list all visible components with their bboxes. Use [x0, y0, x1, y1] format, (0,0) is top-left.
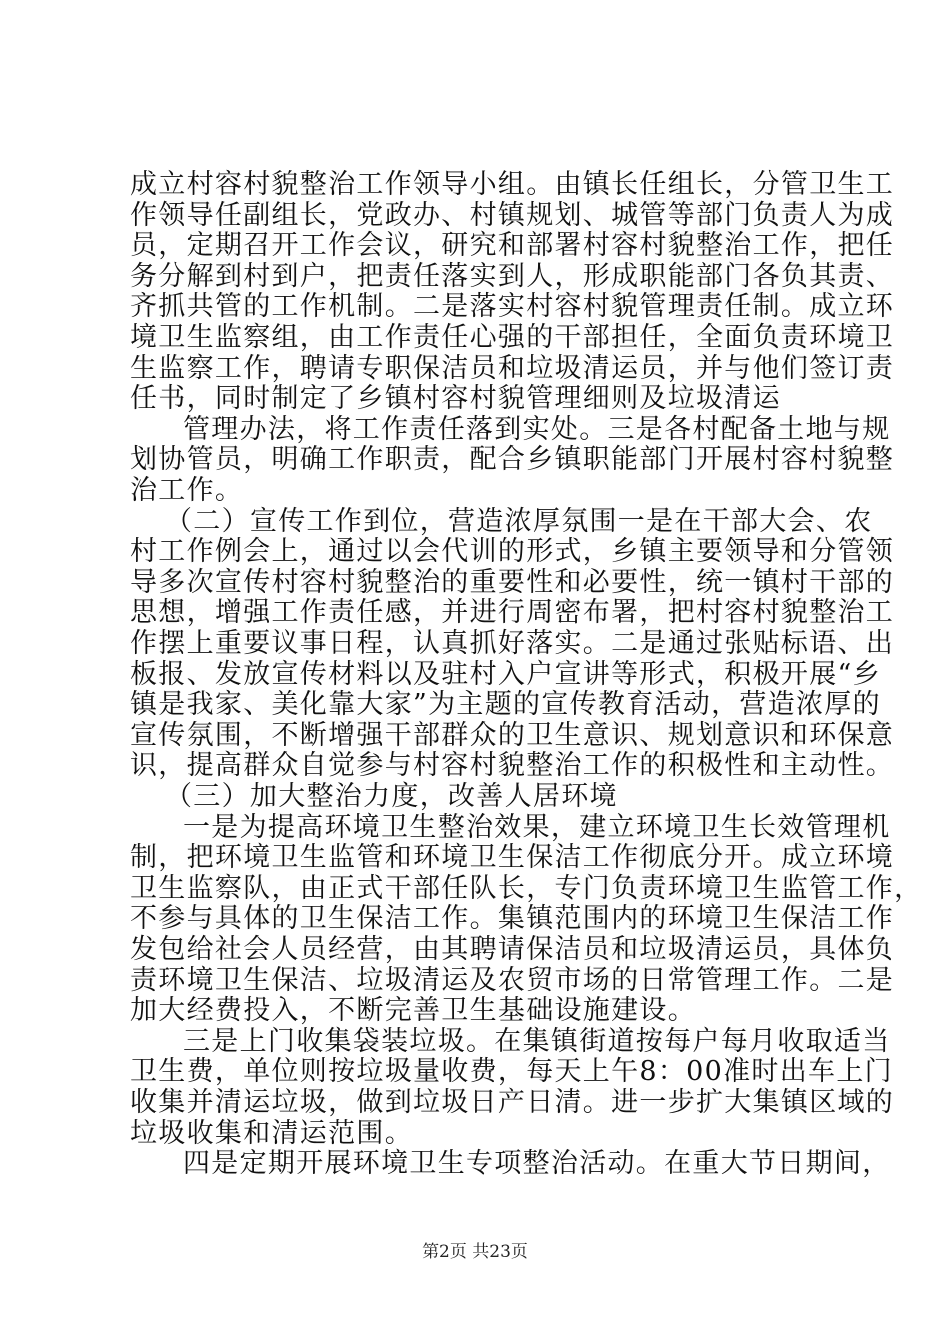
body-line: 镇是我家、美化靠大家”为主题的宣传教育活动，营造浓厚的 — [130, 689, 881, 720]
body-line: 加大经费投入，不断完善卫生基础设施建设。 — [130, 995, 696, 1026]
body-line: 收集并清运垃圾，做到垃圾日产日清。进一步扩大集镇区域的 — [130, 1087, 895, 1118]
body-line: 板报、发放宣传材料以及驻村入户宣讲等形式，积极开展“乡 — [130, 659, 881, 690]
body-line: 境卫生监察组，由工作责任心强的干部担任，全面负责环境卫 — [130, 322, 895, 353]
body-line: 作摆上重要议事日程，认真抓好落实。二是通过张贴标语、出 — [130, 628, 895, 659]
paragraph-first-line: 一是为提高环境卫生整治效果，建立环境卫生长效管理机 — [183, 812, 891, 843]
section-heading-line: （二）宣传工作到位，营造浓厚氛围一是在干部大会、农 — [165, 506, 873, 537]
body-line: 识，提高群众自觉参与村容村貌整治工作的积极性和主动性。 — [130, 750, 895, 781]
body-line: 齐抓共管的工作机制。二是落实村容村貌管理责任制。成立环 — [130, 291, 895, 322]
body-line: 责环境卫生保洁、垃圾清运及农贸市场的日常管理工作。二是 — [130, 965, 895, 996]
section-heading: （三）加大整治力度，改善人居环境 — [165, 781, 618, 812]
paragraph-first-line: 四是定期开展环境卫生专项整治活动。在重大节日期间， — [183, 1148, 891, 1179]
body-line: 生监察工作，聘请专职保洁员和垃圾清运员，并与他们签订责 — [130, 353, 895, 384]
body-line: 治工作。 — [130, 475, 244, 506]
paragraph-first-line: 三是上门收集袋装垃圾。在集镇街道按每户每月收取适当 — [183, 1026, 891, 1057]
page-number-footer: 第2页 共23页 — [422, 1242, 528, 1262]
body-line: 垃圾收集和清运范围。 — [130, 1118, 413, 1149]
body-line: 卫生费，单位则按垃圾量收费，每天上午8：00准时出车上门 — [130, 1056, 893, 1087]
body-line: 导多次宣传村容村貌整治的重要性和必要性，统一镇村干部的 — [130, 567, 895, 598]
body-line: 员，定期召开工作会议，研究和部署村容村貌整治工作，把任 — [130, 230, 895, 261]
body-line: 卫生监察队，由正式干部任队长，专门负责环境卫生监管工作， — [130, 873, 923, 904]
body-line: 划协管员，明确工作职责，配合乡镇职能部门开展村容村貌整 — [130, 444, 895, 475]
body-line: 宣传氛围，不断增强干部群众的卫生意识、规划意识和环保意 — [130, 720, 895, 751]
body-line: 任书，同时制定了乡镇村容村貌管理细则及垃圾清运 — [130, 383, 781, 414]
body-line: 思想，增强工作责任感，并进行周密布署，把村容村貌整治工 — [130, 597, 895, 628]
body-line: 务分解到村到户，把责任落实到人，形成职能部门各负其责、 — [130, 261, 895, 292]
body-line: 发包给社会人员经营，由其聘请保洁员和垃圾清运员，具体负 — [130, 934, 895, 965]
body-line: 成立村容村貌整治工作领导小组。由镇长任组长，分管卫生工 — [130, 169, 895, 200]
body-line: 作领导任副组长，党政办、村镇规划、城管等部门负责人为成 — [130, 200, 895, 231]
body-line: 村工作例会上，通过以会代训的形式，乡镇主要领导和分管领 — [130, 536, 895, 567]
body-line: 不参与具体的卫生保洁工作。集镇范围内的环境卫生保洁工作 — [130, 903, 895, 934]
body-line: 制，把环境卫生监管和环境卫生保洁工作彻底分开。成立环境 — [130, 842, 895, 873]
paragraph-first-line: 管理办法，将工作责任落到实处。三是各村配备土地与规 — [183, 414, 891, 445]
